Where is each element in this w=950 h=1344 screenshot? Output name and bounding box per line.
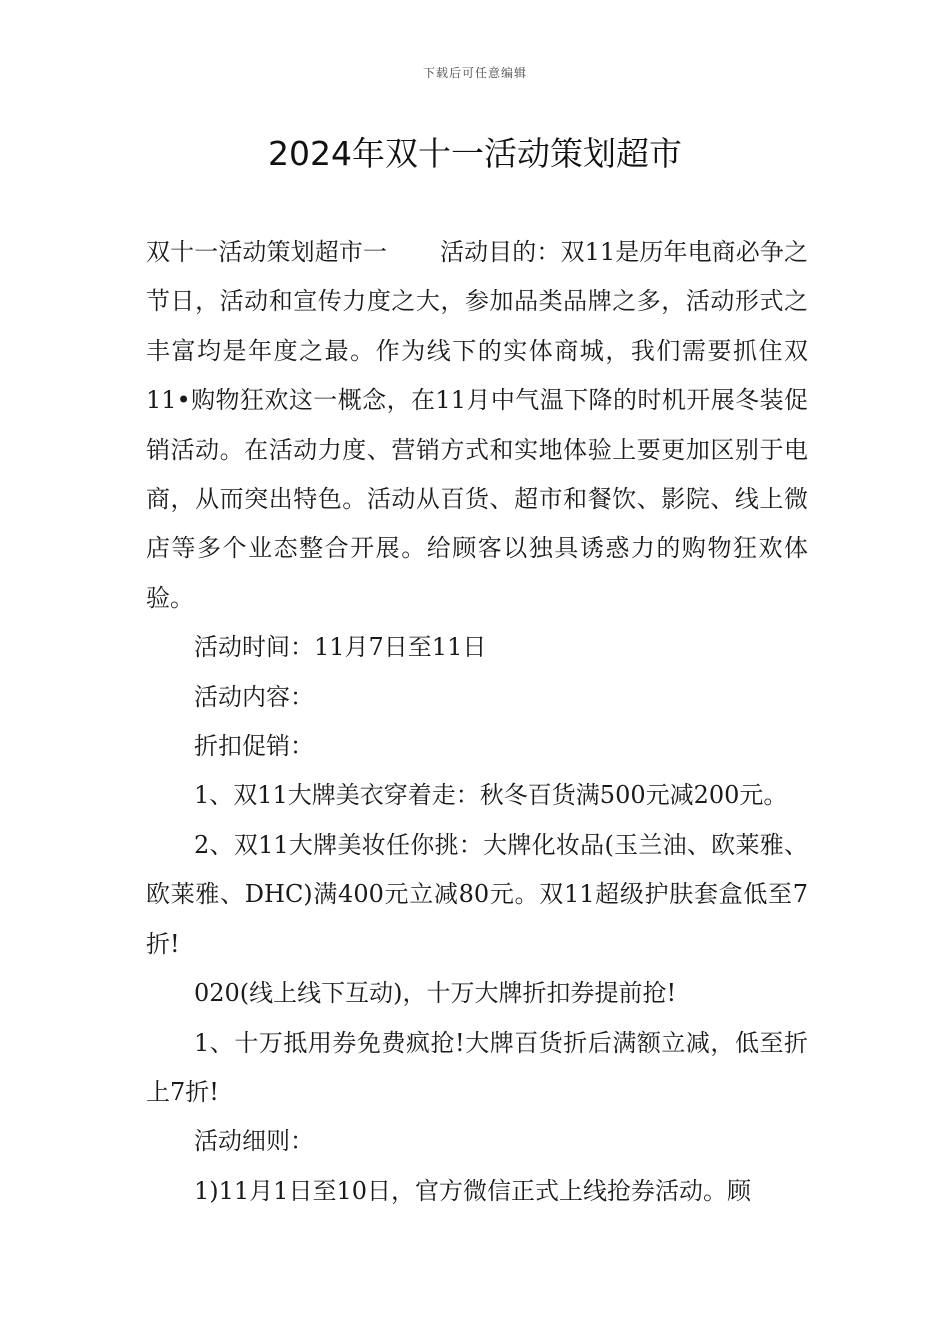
intro-heading: 双十一活动策划超市一: [146, 238, 388, 266]
page-title: 2024年双十一活动策划超市: [268, 134, 682, 173]
paragraph-o2o: 020(线上线下互动)，十万大牌折扣券提前抢!: [194, 979, 677, 1008]
paragraph-content-label: 活动内容：: [194, 682, 314, 711]
paragraph-time: 活动时间：11月7日至11日: [194, 633, 487, 662]
paragraph-rules-label: 活动细则：: [194, 1127, 314, 1156]
paragraph-purpose: 活动目的：双11是历年电商必争之节日，活动和宣传力度之大，参加品类品牌之多，活动形式之丰富均是年度之最。作为线下的实体商城，我们需要抓住双11•购物狂欢这一概念，在11月中气温下降的时机开展冬装促销活动。在活动力度、营销方式和实地体验上要更加区别于电商，从而突出特色。活动从百货、超市和餐饮、影院、线上微店等多个业态整合开展。给顾客以独具诱惑力的购物狂欢体验。: [146, 238, 808, 612]
paragraph-coupon: 1、十万抵用券免费疯抢!大牌百货折后满额立减，低至折上7折!: [146, 1028, 808, 1106]
paragraph-discount-label: 折扣促销：: [194, 732, 314, 761]
paragraph-item-2: 2、双11大牌美妆任你挑：大牌化妆品(玉兰油、欧莱雅、欧莱雅、DHC)满400元立减80元。双11超级护肤套盒低至7折!: [146, 830, 808, 958]
paragraph-rule-1: 1)11月1日至10日，官方微信正式上线抢券活动。顾: [194, 1176, 751, 1205]
paragraph-intro: [146, 228, 808, 623]
header-note: 下载后可任意编辑: [422, 66, 527, 80]
paragraph-item-1: 1、双11大牌美衣穿着走：秋冬百货满500元减200元。: [194, 781, 788, 810]
document-body: [146, 228, 808, 1216]
